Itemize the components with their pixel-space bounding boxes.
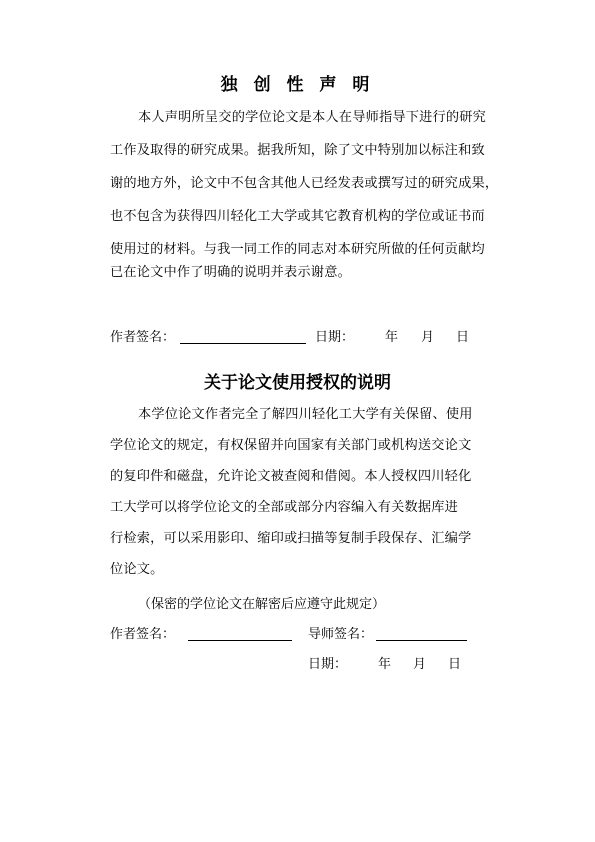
authorization-line-3: 的复印件和磁盘，允许论文被查阅和借阅。本人授权四川轻化 bbox=[110, 469, 472, 484]
authorization-title: 关于论文使用授权的说明 bbox=[204, 373, 391, 393]
declaration-line-3: 谢的地方外，论文中不包含其他人已经发表或撰写过的研究成果， bbox=[110, 176, 499, 191]
confidential-note: （保密的学位论文在解密后应遵守此规定） bbox=[138, 597, 386, 612]
declaration-line-1: 本人声明所呈交的学位论文是本人在导师指导下进行的研究 bbox=[138, 110, 487, 125]
author-signature-line-2[interactable] bbox=[188, 640, 292, 641]
supervisor-signature-label: 导师签名： bbox=[308, 627, 374, 642]
date-year-label-2: 年 bbox=[378, 657, 392, 672]
author-signature-label-2: 作者签名： bbox=[110, 627, 176, 642]
date-year-label: 年 bbox=[385, 330, 399, 345]
date-day-label-2: 日 bbox=[448, 657, 462, 672]
author-signature-line[interactable] bbox=[180, 343, 306, 344]
declaration-line-6: 已在论文中作了明确的说明并表示谢意。 bbox=[110, 265, 351, 280]
declaration-line-5: 使用过的材料。与我一同工作的同志对本研究所做的任何贡献均 bbox=[110, 242, 485, 257]
supervisor-signature-line[interactable] bbox=[376, 640, 467, 641]
author-signature-label: 作者签名： bbox=[110, 330, 176, 345]
declaration-title: 独 创 性 声 明 bbox=[220, 75, 375, 95]
authorization-line-4: 工大学可以将学位论文的全部或部分内容编入有关数据库进 bbox=[110, 500, 459, 515]
date-month-label: 月 bbox=[421, 330, 435, 345]
authorization-line-1: 本学位论文作者完全了解四川轻化工大学有关保留、使用 bbox=[138, 407, 473, 422]
declaration-line-2: 工作及取得的研究成果。据我所知，除了文中特别加以标注和致 bbox=[110, 143, 485, 158]
date-label: 日期： bbox=[315, 330, 355, 345]
declaration-line-4: 也不包含为获得四川轻化工大学或其它教育机构的学位或证书而 bbox=[110, 209, 485, 224]
date-month-label-2: 月 bbox=[413, 657, 427, 672]
date-day-label: 日 bbox=[456, 330, 470, 345]
date-label-2: 日期： bbox=[308, 657, 348, 672]
authorization-line-6: 位论文。 bbox=[110, 562, 164, 577]
authorization-line-2: 学位论文的规定，有权保留并向国家有关部门或机构送交论文 bbox=[110, 438, 472, 453]
authorization-line-5: 行检索，可以采用影印、缩印或扫描等复制手段保存、汇编学 bbox=[110, 531, 472, 546]
